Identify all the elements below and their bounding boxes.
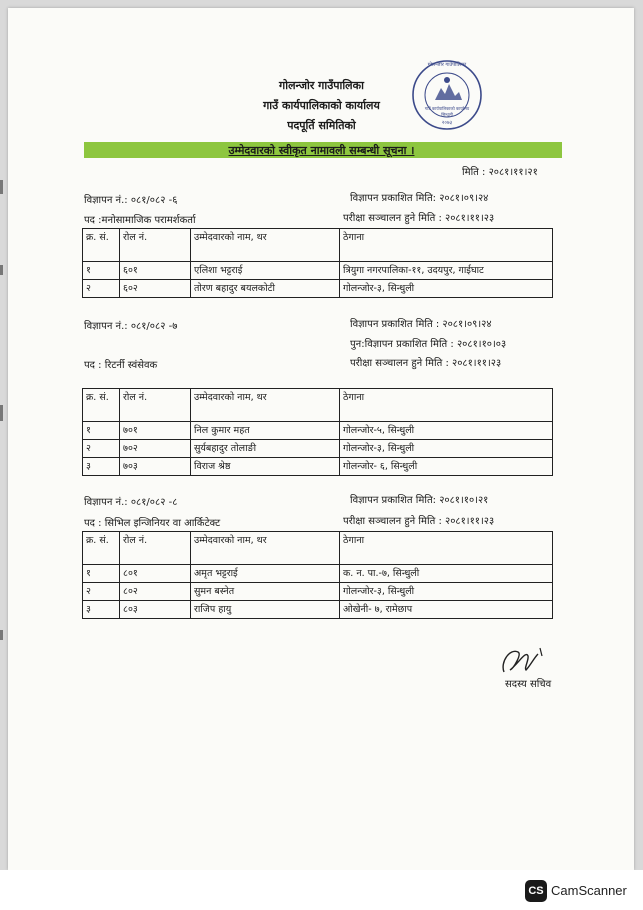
table-row bbox=[83, 422, 553, 440]
serial-cell: १ bbox=[83, 262, 120, 280]
col-serial-header: क्र. सं. bbox=[83, 229, 120, 262]
notice-title: उम्मेदवारको स्वीकृत नामावली सम्बन्धी सूचना । bbox=[228, 144, 415, 157]
col-address-header: ठेगाना bbox=[340, 389, 553, 422]
col-address-header: ठेगाना bbox=[340, 532, 553, 565]
col-name-header: उम्मेदवारको नाम, थर bbox=[191, 389, 340, 422]
office-seal-icon bbox=[410, 58, 484, 132]
serial-cell: २ bbox=[83, 583, 120, 601]
roll-cell: ८०३ bbox=[120, 601, 191, 619]
roll-cell: ६०१ bbox=[120, 262, 191, 280]
vacancy-number: विज्ञापन नं.: ०८१/०८२ -८ bbox=[84, 497, 178, 508]
name-cell: निल कुमार महत bbox=[191, 422, 340, 440]
name-cell: एलिशा भट्टराई bbox=[191, 262, 340, 280]
post-name: पद :मनोसामाजिक परामर्शकर्ता bbox=[84, 215, 196, 226]
name-cell: तोरण बहादुर बयलकोटी bbox=[191, 280, 340, 298]
roll-cell: ७०१ bbox=[120, 422, 191, 440]
committee-name: पदपूर्ति समितिको bbox=[287, 119, 356, 132]
notice-date: मिति : २०८१।११।२१ bbox=[462, 167, 538, 178]
scan-edge-mark bbox=[0, 405, 3, 421]
address-cell: गोलन्जोर-३, सिन्धुली bbox=[340, 583, 553, 601]
camscanner-label: CamScanner bbox=[551, 883, 627, 898]
table-row bbox=[83, 280, 553, 298]
col-serial-header: क्र. सं. bbox=[83, 389, 120, 422]
address-cell: गोलन्जोर-३, सिन्धुली bbox=[340, 280, 553, 298]
address-cell: गोलन्जोर-३, सिन्धुली bbox=[340, 440, 553, 458]
readvert-date: पुन:विज्ञापन प्रकाशित मिति : २०८१।१०।०३ bbox=[350, 339, 507, 350]
table-row bbox=[83, 601, 553, 619]
address-cell: त्रियुगा नगरपालिका-११, उदयपुर, गाईघाट bbox=[340, 262, 553, 280]
exam-date: परीक्षा सञ्चालन हुने मिति : २०८१।११।२३ bbox=[343, 516, 495, 527]
vacancy-number: विज्ञापन नं.: ०८१/०८२ -७ bbox=[84, 321, 178, 332]
col-roll-header: रोल नं. bbox=[120, 389, 191, 422]
serial-cell: १ bbox=[83, 422, 120, 440]
seal-text-top: गोलन्जोर गाउँपालिका bbox=[427, 62, 467, 68]
camscanner-logo-icon: CS bbox=[525, 880, 547, 902]
office-name: गोलन्जोर गाउँपालिका bbox=[279, 79, 364, 92]
exam-date: परीक्षा सञ्चालन हुने मिति : २०८१।११।२३ bbox=[350, 358, 502, 369]
roll-cell: ७०२ bbox=[120, 440, 191, 458]
serial-cell: २ bbox=[83, 440, 120, 458]
candidate-table bbox=[82, 388, 553, 476]
name-cell: विराज श्रेष्ठ bbox=[191, 458, 340, 476]
col-roll-header: रोल नं. bbox=[120, 229, 191, 262]
exam-date: परीक्षा सञ्चालन हुने मिति : २०८१।११।२३ bbox=[343, 213, 495, 224]
name-cell: राजिप हायु bbox=[191, 601, 340, 619]
scan-edge-mark bbox=[0, 180, 3, 194]
table-header-row bbox=[83, 389, 553, 422]
name-cell: सुर्यबहादुर तोलाङी bbox=[191, 440, 340, 458]
candidate-table bbox=[82, 228, 553, 298]
scan-edge-mark bbox=[0, 630, 3, 640]
address-cell: ओखेनी- ७, रामेछाप bbox=[340, 601, 553, 619]
seal-text-low: सिन्धुली bbox=[441, 112, 453, 117]
roll-cell: ७०३ bbox=[120, 458, 191, 476]
address-cell: गोलन्जोर- ६, सिन्धुली bbox=[340, 458, 553, 476]
table-row bbox=[83, 458, 553, 476]
table-header-row bbox=[83, 532, 553, 565]
serial-cell: ३ bbox=[83, 458, 120, 476]
name-cell: सुमन बस्नेत bbox=[191, 583, 340, 601]
serial-cell: १ bbox=[83, 565, 120, 583]
seal-text-mid: गाउँ कार्यपालिकाको कार्यालय bbox=[424, 106, 470, 111]
scan-edge-mark bbox=[0, 265, 3, 275]
serial-cell: २ bbox=[83, 280, 120, 298]
advert-date: विज्ञापन प्रकाशित मिति : २०८१।०९।२४ bbox=[350, 319, 492, 330]
post-name: पद : रिटर्नी स्वंसेवक bbox=[84, 360, 158, 371]
address-cell: गोलन्जोर-५, सिन्धुली bbox=[340, 422, 553, 440]
table-header-row bbox=[83, 229, 553, 262]
candidate-table bbox=[82, 531, 553, 619]
post-name: पद : सिभिल इन्जिनियर वा आर्किटेक्ट bbox=[84, 518, 221, 529]
signature-icon bbox=[496, 642, 556, 680]
table-row bbox=[83, 565, 553, 583]
seal-year: २०७३ bbox=[441, 120, 453, 126]
address-cell: क. न. पा.-७, सिन्धुली bbox=[340, 565, 553, 583]
roll-cell: ८०१ bbox=[120, 565, 191, 583]
table-row bbox=[83, 262, 553, 280]
serial-cell: ३ bbox=[83, 601, 120, 619]
vacancy-number: विज्ञापन नं.: ०८१/०८२ -६ bbox=[84, 195, 178, 206]
roll-cell: ८०२ bbox=[120, 583, 191, 601]
col-serial-header: क्र. सं. bbox=[83, 532, 120, 565]
table-row bbox=[83, 583, 553, 601]
name-cell: अमृत भट्टराई bbox=[191, 565, 340, 583]
advert-date: विज्ञापन प्रकाशित मिति: २०८१।०९।२४ bbox=[350, 193, 489, 204]
advert-date: विज्ञापन प्रकाशित मिति: २०८१।१०।२१ bbox=[350, 495, 489, 506]
signatory-title: सदस्य सचिव bbox=[505, 679, 552, 690]
col-address-header: ठेगाना bbox=[340, 229, 553, 262]
roll-cell: ६०२ bbox=[120, 280, 191, 298]
col-name-header: उम्मेदवारको नाम, थर bbox=[191, 229, 340, 262]
office-subtitle: गाउँ कार्यपालिकाको कार्यालय bbox=[263, 99, 380, 112]
col-roll-header: रोल नं. bbox=[120, 532, 191, 565]
col-name-header: उम्मेदवारको नाम, थर bbox=[191, 532, 340, 565]
table-row bbox=[83, 440, 553, 458]
